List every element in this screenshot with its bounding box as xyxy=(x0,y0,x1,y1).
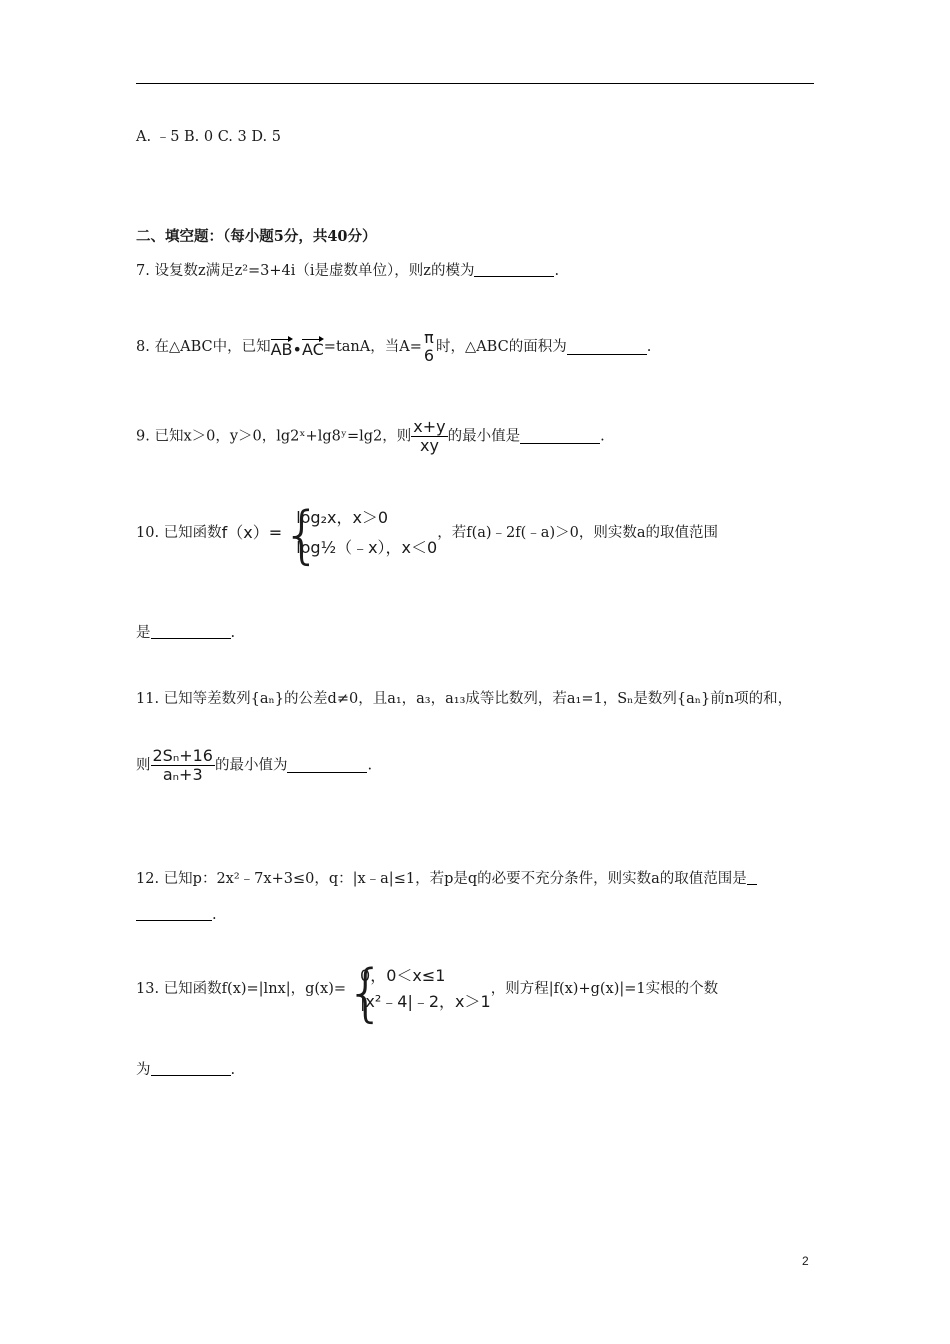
piecewise-g: { 0，0＜x≤1 |x²﹣4|﹣2，x＞1 xyxy=(346,956,491,1029)
piecewise-f: { log₂x，x＞0 log½（﹣x），x＜0 xyxy=(282,498,438,571)
answer-blank[interactable] xyxy=(151,1061,231,1076)
answer-blank[interactable] xyxy=(287,758,367,773)
answer-blank[interactable] xyxy=(567,340,647,355)
header-rule xyxy=(136,83,814,84)
page-number: 2 xyxy=(802,1254,809,1268)
answer-blank[interactable] xyxy=(520,429,600,444)
answer-blank[interactable] xyxy=(151,624,231,639)
brace-icon: { xyxy=(282,498,322,571)
answer-blank-start[interactable] xyxy=(747,870,757,885)
options-line: A. ﹣5 B. 0 C. 3 D. 5 xyxy=(136,129,281,145)
question-7: 7. 设复数z满足z²=3+4i（i是虚数单位），则z的模为 . xyxy=(136,263,560,279)
question-13-line2: 为 . xyxy=(136,1062,236,1078)
vector-ac: AC xyxy=(302,336,324,358)
answer-blank[interactable] xyxy=(474,262,554,277)
question-8: 8. 在△ABC中，已知AB•AC=tanA，当A= π 6 时，△ABC的面积为 . xyxy=(136,328,652,365)
question-11-line2: 则 $\frac{\text{2Sₙ+16}}{\text{aₙ+3}}$ 的最小值为 . xyxy=(136,746,373,784)
fraction-xplusy-over-xy: $\frac{x+y}{xy}$ xyxy=(413,417,446,455)
question-12-line2: . xyxy=(136,906,217,923)
question-9: 9. 已知x＞0，y＞0，lg2ˣ+lg8ʸ=lg2，则 $\frac{x+y}{xy}$ 的最小值是 . xyxy=(136,417,605,455)
question-10-line2: 是 . xyxy=(136,625,236,641)
question-11: 11. 已知等差数列{aₙ}的公差d≠0，且a₁，a₃，a₁₃成等比数列，若a₁=1，Sₙ是数列{aₙ}前n项的和， xyxy=(136,691,793,707)
vector-ab: AB xyxy=(271,336,293,358)
section-title: 二、填空题：（每小题5分，共40分） xyxy=(136,228,377,245)
fraction-pi-6: π 6 xyxy=(423,328,435,365)
brace-icon: { xyxy=(346,956,386,1029)
fraction-2sn16-over-an3: $\frac{\text{2Sₙ+16}}{\text{aₙ+3}}$ xyxy=(152,746,213,784)
question-12: 12. 已知p：2x²﹣7x+3≤0，q：|x﹣a|≤1，若p是q的必要不充分条件，则实数a的取值范围是 xyxy=(136,870,757,887)
answer-blank[interactable] xyxy=(136,906,212,921)
question-13: 13. 已知函数f(x)=|lnx|，g(x)= { 0，0＜x≤1 |x²﹣4|﹣2，x＞1 ，则方程|f(x)+g(x)|=1实根的个数 xyxy=(136,956,719,1029)
question-10: 10. 已知函数f（x）= { log₂x，x＞0 log½（﹣x），x＜0 ，若f(a)﹣2f(﹣a)＞0，则实数a的取值范围 xyxy=(136,498,718,571)
